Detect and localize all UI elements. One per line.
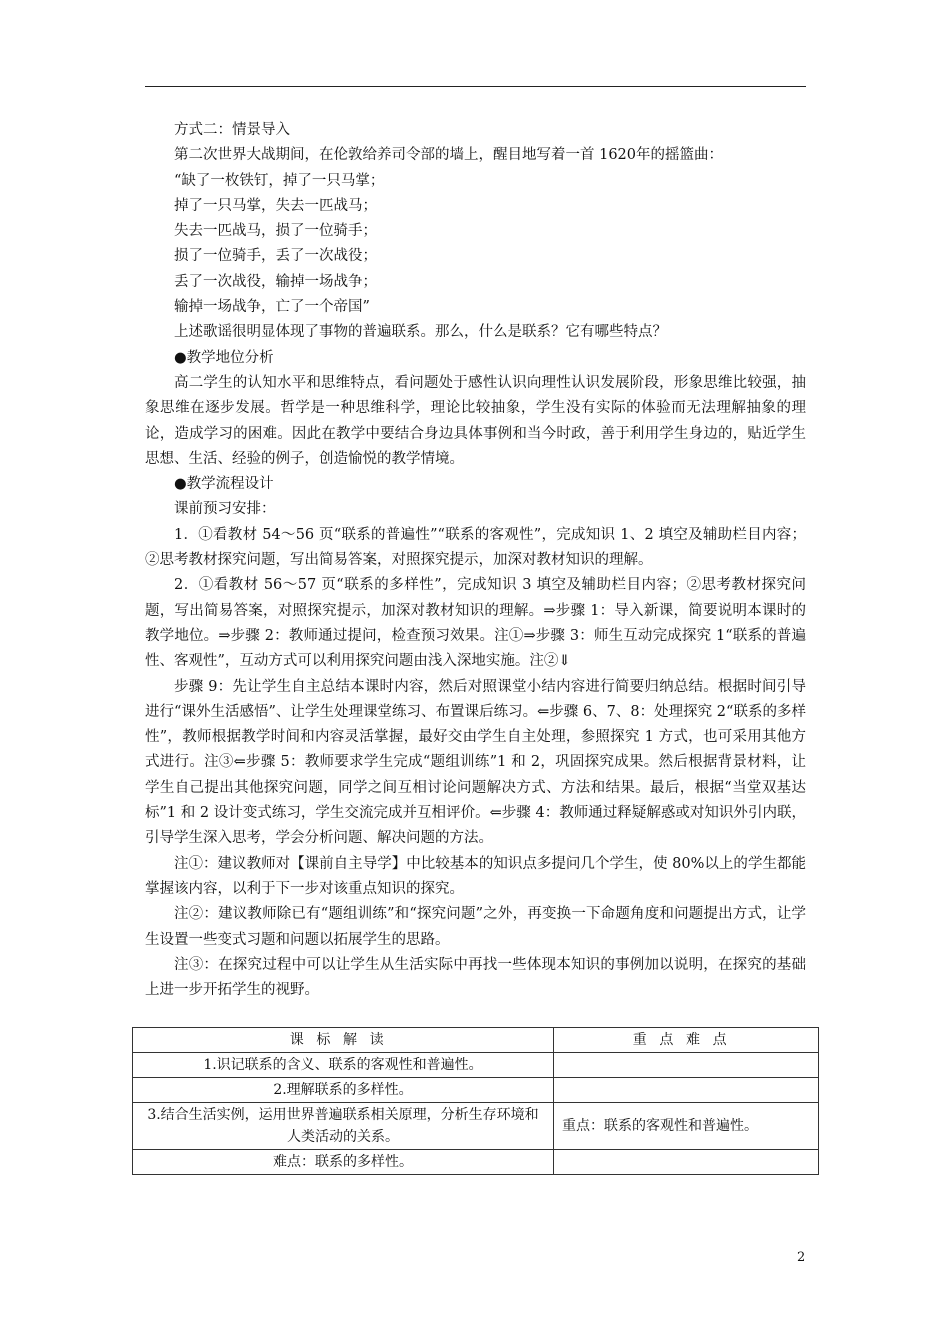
table-cell: 2.理解联系的多样性。 [133, 1078, 554, 1103]
page-number: 2 [797, 1250, 806, 1265]
section-heading-scenario: 方式二：情景导入 [174, 122, 290, 138]
table-row [133, 1053, 819, 1078]
steps-paragraph: 步骤 9：先让学生自主总结本课时内容，然后对照课堂小结内容进行简要归纳总结。根据时间引导进行“课外生活感悟”、让学生处理课堂练习、布置课后练习。⇐步骤 6、7、8：处理探究 2“联系的多样性”，教师根据教学时间和内容灵活掌握，最好交由学生自主处理，参照探究 1 方式，也可采用其他方式进行。注③⇐步骤 5：教师要求学生完成“题组训练”1 和 2，巩固探究成果。然后根据背景材料，让学生自己提出其他探究问题，同学之间互相讨论问题解决方式、方法和结果。最后，根据“当堂双基达标”1 和 2 设计变式练习，学生交流完成并互相评价。⇐步骤 4：教师通过释疑解惑或对知识外引内联，引导学生深入思考，学会分析问题、解决问题的方法。 [145, 678, 806, 847]
status-paragraph: 高二学生的认知水平和思维特点，看问题处于感性认识向理性认识发展阶段，形象思维比较强，抽象思维在逐步发展。哲学是一种思维科学，理论比较抽象，学生没有实际的体验而无法理解抽象的理论，造成学习的困难。因此在教学中要结合身边具体事例和当今时政，善于利用学生身边的，贴近学生思想、生活、经验的例子，创造愉悦的教学情境。 [145, 374, 806, 467]
table-cell: 1.识记联系的含义、联系的客观性和普遍性。 [133, 1053, 554, 1078]
section-heading-status: ●教学地位分析 [174, 349, 274, 366]
note-2: 注②：建议教师除已有“题组训练”和“探究问题”之外，再变换一下命题角度和问题提出方式，让学生设置一些变式习题和问题以拓展学生的思路。 [145, 906, 806, 948]
curriculum-table [132, 1027, 819, 1175]
preview-item-1: 1．①看教材 54～56 页“联系的普遍性”“联系的客观性”，完成知识 1、2 填空及辅助栏目内容；②思考教材探究问题，写出简易答案，对照探究提示，加深对教材知识的理解。 [145, 526, 806, 569]
poem-line: 丢了一次战役，输掉一场战争； [174, 273, 377, 290]
question-paragraph: 上述歌谣很明显体现了事物的普遍联系。那么，什么是联系？它有哪些特点？ [174, 324, 667, 341]
note-1: 注①：建议教师对【课前自主导学】中比较基本的知识点多提问几个学生，使 80%以上的学生都能掌握该内容，以利于下一步对该重点知识的探究。 [145, 855, 806, 897]
table-row [133, 1078, 819, 1103]
table-cell: 难点：联系的多样性。 [133, 1150, 554, 1175]
section-heading-flow: ●教学流程设计 [174, 476, 274, 493]
table-header-cell: 课标解读 [133, 1028, 554, 1053]
table-cell-key-point: 重点：联系的客观性和普遍性。 [554, 1103, 819, 1150]
note-3: 注③：在探究过程中可以让学生从生活实际中再找一些体现本知识的事例加以说明，在探究的基础上进一步开拓学生的视野。 [145, 956, 806, 999]
poem-line: 掉了一只马掌，失去一匹战马； [174, 197, 377, 214]
table-cell [554, 1078, 819, 1103]
poem-line: 输掉一场战争，亡了一个帝国” [174, 299, 370, 316]
table-row [133, 1150, 819, 1175]
poem-line: 失去一匹战马，损了一位骑手； [174, 223, 377, 240]
header-rule [145, 86, 806, 87]
poem-line: “缺了一枚铁钉，掉了一只马掌； [174, 172, 385, 189]
body-text [145, 118, 806, 1003]
table-header-cell: 重点难点 [554, 1028, 819, 1053]
intro-paragraph: 第二次世界大战期间，在伦敦给养司令部的墙上，醒目地写着一首 1620年的摇篮曲： [174, 147, 724, 164]
preview-label: 课前预习安排： [174, 501, 276, 518]
poem-line: 损了一位骑手，丢了一次战役； [174, 248, 377, 265]
table-cell [554, 1053, 819, 1078]
table-cell [554, 1150, 819, 1175]
preview-item-2: 2．①看教材 56～57 页“联系的多样性”，完成知识 3 填空及辅助栏目内容；②思考教材探究问题，写出简易答案，对照探究提示，加深对教材知识的理解。⇒步骤 1：导入新课，简要说明本课时的教学地位。⇒步骤 2：教师通过提问，检查预习效果。注①⇒步骤 3：师生互动完成探究 1“联系的普遍性、客观性”，互动方式可以利用探究问题由浅入深地实施。注②⇓ [145, 577, 806, 670]
table-row [133, 1103, 819, 1150]
table-cell: 3.结合生活实例，运用世界普遍联系相关原理，分析生存环境和人类活动的关系。 [133, 1103, 554, 1150]
table-header-row [133, 1028, 819, 1053]
